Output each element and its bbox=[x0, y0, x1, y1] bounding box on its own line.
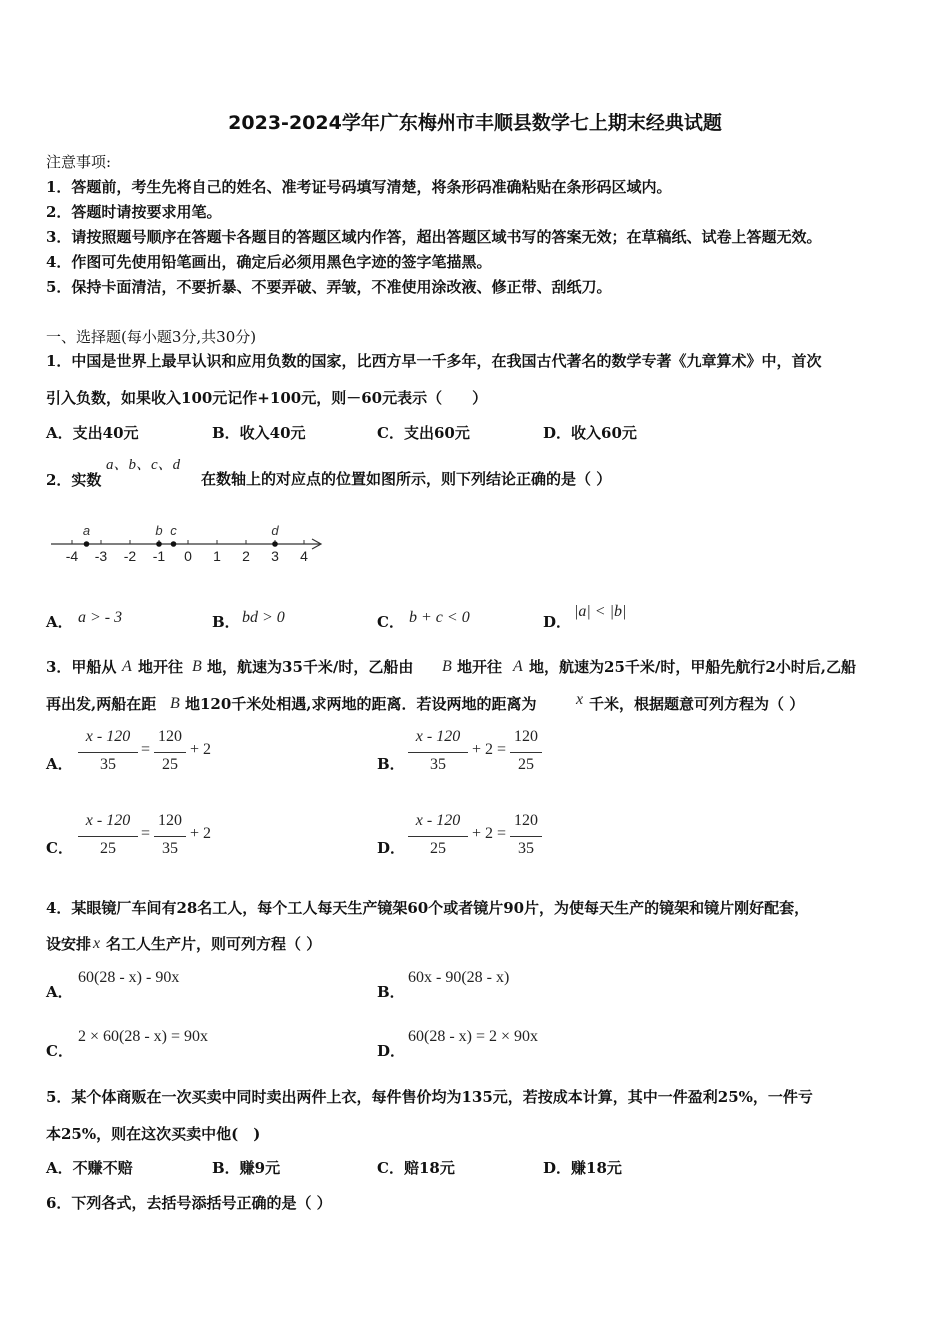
equals-sign: = bbox=[141, 825, 151, 842]
denominator: 25 bbox=[518, 756, 534, 773]
q2-option-a-label[interactable]: A． bbox=[46, 613, 73, 631]
q2-option-d-expr[interactable]: |a| < |b| bbox=[574, 603, 627, 620]
q2-option-b-label[interactable]: B． bbox=[212, 613, 240, 631]
q4-option-b-label[interactable]: B． bbox=[377, 983, 405, 1001]
point-d bbox=[272, 541, 278, 547]
tick-label: 2 bbox=[242, 548, 250, 564]
denominator: 35 bbox=[162, 840, 178, 857]
q4-option-b-expr[interactable]: 60x - 90(28 - x) bbox=[408, 969, 510, 986]
q4-var-x: x bbox=[93, 935, 101, 952]
tick-label: -1 bbox=[152, 548, 166, 564]
tick-label: -4 bbox=[65, 548, 79, 564]
tick-label: -2 bbox=[123, 548, 137, 564]
q3-var-b: B bbox=[192, 658, 202, 675]
q3-line1-d: 地开往 bbox=[457, 658, 503, 676]
q3-option-d-label[interactable]: D． bbox=[377, 839, 406, 857]
tick-label: 1 bbox=[213, 548, 221, 564]
q1-line2: 引入负数，如果收入100元记作+100元，则－60元表示（ ） bbox=[46, 389, 488, 407]
q5-line1: 5．某个体商贩在一次买卖中同时卖出两件上衣，每件售价均为135元，若按成本计算，其中一件盈利25%，一件亏 bbox=[46, 1088, 813, 1106]
q2-option-c-expr[interactable]: b + c < 0 bbox=[409, 609, 470, 626]
plus-two: + 2 bbox=[190, 825, 212, 842]
q3-line1-e: 地，航速为25千米/时，甲船先航行2小时后,乙船 bbox=[529, 658, 857, 676]
plus-two-equals: + 2 = bbox=[472, 741, 507, 758]
numerator: 120 bbox=[158, 728, 182, 745]
note-item: 3．请按照题号顺序在答题卡各题目的答题区域内作答，超出答题区域书写的答案无效；在草稿纸、试卷上答题无效。 bbox=[46, 228, 822, 246]
note-item: 5．保持卡面清洁，不要折暴、不要弄破、弄皱，不准使用涂改液、修正带、刮纸刀。 bbox=[46, 278, 612, 296]
q4-line1: 4．某眼镜厂车间有28名工人，每个工人每天生产镜架60个或者镜片90片，为使每天生产的镜架和镜片刚好配套， bbox=[46, 899, 810, 917]
denominator: 35 bbox=[100, 756, 116, 773]
point-label-c: c bbox=[170, 523, 177, 538]
tick-label: 0 bbox=[184, 548, 192, 564]
q3-var-x: x bbox=[576, 691, 584, 708]
q3-var-a2: A bbox=[513, 658, 523, 675]
fraction-bar bbox=[510, 752, 542, 753]
q4-option-d-expr[interactable]: 60(28 - x) = 2 × 90x bbox=[408, 1028, 539, 1045]
point-c bbox=[171, 541, 177, 547]
q3-line2-a: 再出发,两船在距 bbox=[46, 695, 157, 713]
q1-line1: 1．中国是世界上最早认识和应用负数的国家，比西方早一千多年，在我国古代著名的数学专著《九章算术》中，首次 bbox=[46, 352, 822, 370]
q3-option-b-expr[interactable] bbox=[408, 728, 558, 778]
q3-option-c-expr[interactable] bbox=[78, 812, 228, 862]
tick-label: 4 bbox=[300, 548, 308, 564]
q6-line1: 6．下列各式，去括号添括号正确的是（ ） bbox=[46, 1194, 332, 1212]
q3-option-d-expr[interactable] bbox=[408, 812, 558, 862]
note-item: 4．作图可先使用铅笔画出，确定后必须用黑色字迹的签字笔描黑。 bbox=[46, 253, 492, 271]
page-title: 2023-2024学年广东梅州市丰顺县数学七上期末经典试题 bbox=[228, 112, 722, 134]
q4-option-c-label[interactable]: C． bbox=[46, 1042, 73, 1060]
q4-option-c-expr[interactable]: 2 × 60(28 - x) = 90x bbox=[78, 1028, 209, 1045]
q1-option-b[interactable]: B．收入40元 bbox=[212, 424, 306, 442]
q1-option-d[interactable]: D．收入60元 bbox=[543, 424, 637, 442]
q2-option-a-expr[interactable]: a > - 3 bbox=[78, 609, 123, 626]
q4-option-a-expr[interactable]: 60(28 - x) - 90x bbox=[78, 969, 180, 986]
fraction-bar bbox=[78, 836, 138, 837]
q1-option-a[interactable]: A．支出40元 bbox=[46, 424, 139, 442]
fraction-bar bbox=[154, 836, 186, 837]
q2-suffix: 在数轴上的对应点的位置如图所示，则下列结论正确的是（ ） bbox=[201, 470, 612, 488]
fraction-bar bbox=[510, 836, 542, 837]
q3-line1-a: 3．甲船从 bbox=[46, 658, 117, 676]
q3-option-b-label[interactable]: B． bbox=[377, 755, 405, 773]
q4-line2-a: 设安排 bbox=[46, 935, 92, 953]
equals-sign: = bbox=[141, 741, 151, 758]
q4-option-d-label[interactable]: D． bbox=[377, 1042, 406, 1060]
denominator: 25 bbox=[162, 756, 178, 773]
q2-option-b-expr[interactable]: bd > 0 bbox=[242, 609, 285, 626]
note-item: 1．答题前，考生先将自己的姓名、准考证号码填写清楚，将条形码准确粘贴在条形码区域内。 bbox=[46, 178, 672, 196]
denominator: 25 bbox=[100, 840, 116, 857]
denominator: 25 bbox=[430, 840, 446, 857]
tick-label: -3 bbox=[94, 548, 108, 564]
denominator: 35 bbox=[518, 840, 534, 857]
numerator: 120 bbox=[514, 812, 538, 829]
numerator: x - 120 bbox=[415, 728, 461, 745]
denominator: 35 bbox=[430, 756, 446, 773]
q3-line1-b: 地开往 bbox=[138, 658, 184, 676]
q5-option-b[interactable]: B．赚9元 bbox=[212, 1159, 281, 1177]
q2-option-c-label[interactable]: C． bbox=[377, 613, 404, 631]
q3-option-a-label[interactable]: A． bbox=[46, 755, 73, 773]
q4-option-a-label[interactable]: A． bbox=[46, 983, 73, 1001]
note-item: 2．答题时请按要求用笔。 bbox=[46, 203, 222, 221]
numerator: 120 bbox=[514, 728, 538, 745]
q1-option-c[interactable]: C．支出60元 bbox=[377, 424, 470, 442]
numerator: x - 120 bbox=[415, 812, 461, 829]
q2-prefix: 2．实数 bbox=[46, 471, 102, 489]
fraction-bar bbox=[408, 836, 468, 837]
q5-line2: 本25%，则在这次买卖中他( ) bbox=[46, 1125, 261, 1143]
q3-option-c-label[interactable]: C． bbox=[46, 839, 73, 857]
q3-line2-b: 地120千米处相遇,求两地的距离．若设两地的距离为 bbox=[185, 695, 537, 713]
q5-option-a[interactable]: A．不赚不赔 bbox=[46, 1159, 133, 1177]
q3-var-a: A bbox=[122, 658, 132, 675]
numerator: x - 120 bbox=[85, 812, 131, 829]
point-a bbox=[84, 541, 90, 547]
point-b bbox=[156, 541, 162, 547]
q5-option-c[interactable]: C．赔18元 bbox=[377, 1159, 455, 1177]
point-label-d: d bbox=[271, 523, 279, 538]
tick-label: 3 bbox=[271, 548, 279, 564]
numerator: x - 120 bbox=[85, 728, 131, 745]
plus-two-equals: + 2 = bbox=[472, 825, 507, 842]
fraction-bar bbox=[154, 752, 186, 753]
q3-option-a-expr[interactable] bbox=[78, 728, 228, 778]
point-label-a: a bbox=[82, 523, 91, 538]
fraction-bar bbox=[78, 752, 138, 753]
q3-line2-c: 千米，根据题意可列方程为（ ） bbox=[589, 695, 805, 713]
q3-line1-c: 地，航速为35千米/时，乙船由 bbox=[207, 658, 414, 676]
plus-two: + 2 bbox=[190, 741, 212, 758]
number-line-figure bbox=[48, 517, 328, 567]
fraction-bar bbox=[408, 752, 468, 753]
notes-heading: 注意事项: bbox=[46, 153, 112, 171]
q4-line2-b: 名工人生产片，则可列方程（ ） bbox=[106, 935, 322, 953]
point-label-b: b bbox=[155, 523, 163, 538]
q2-option-d-label[interactable]: D． bbox=[543, 613, 572, 631]
q5-option-d[interactable]: D．赚18元 bbox=[543, 1159, 622, 1177]
q2-vars: a、b、c、d bbox=[106, 457, 181, 473]
q3-var-b3: B bbox=[170, 695, 180, 712]
q3-var-b2: B bbox=[442, 658, 452, 675]
numerator: 120 bbox=[158, 812, 182, 829]
section-heading: 一、选择题(每小题3分,共30分) bbox=[46, 328, 257, 346]
